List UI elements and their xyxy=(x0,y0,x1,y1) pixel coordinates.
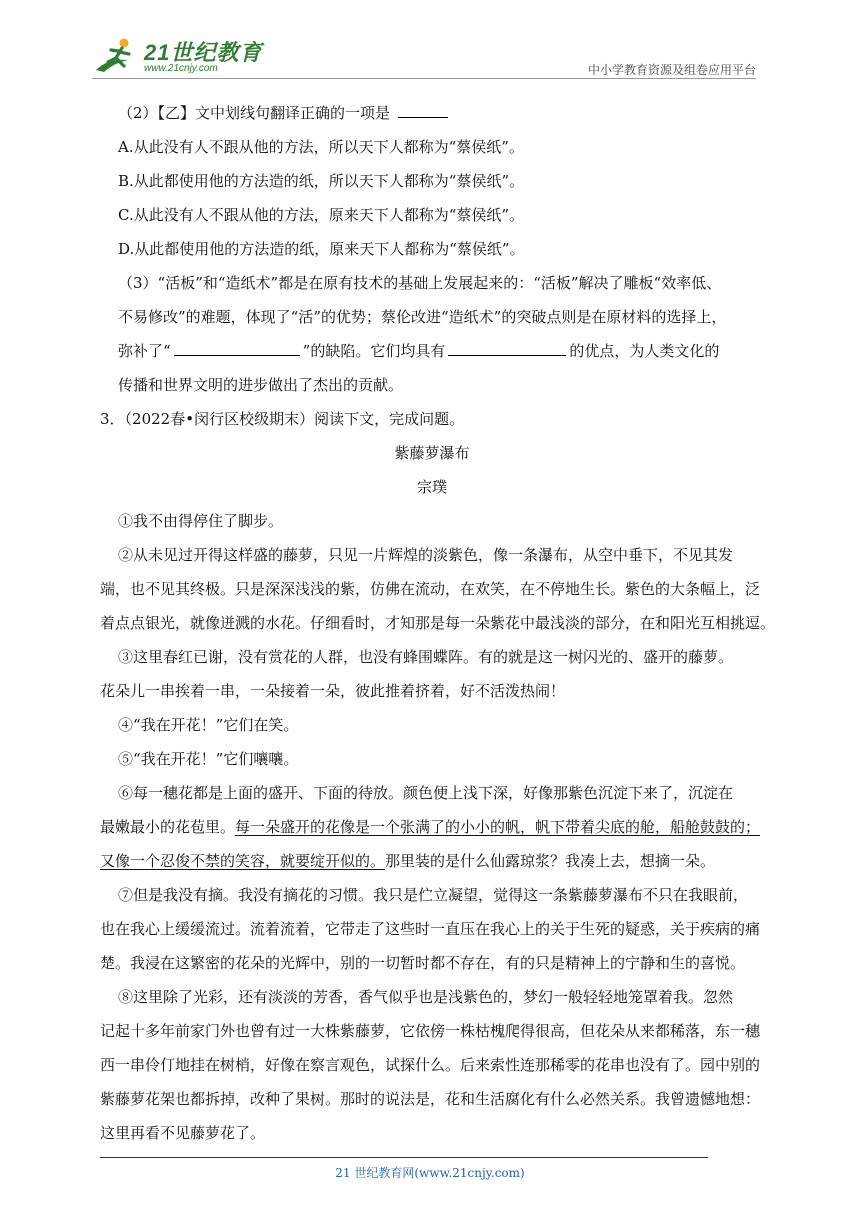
paragraph-7: ⑦但是我没有摘。我没有摘花的习惯。我只是伫立凝望，觉得这一条紫藤萝瀑布不只在我眼前， xyxy=(118,886,749,904)
paragraph-8: 紫藤萝花架也都拆掉，改种了果树。那时的说法是，花和生活腐化有什么必然关系。我曾遗憾地想： xyxy=(100,1090,761,1108)
paragraph-text: 那里装的是什么仙露琼浆？我凑上去，想摘一朵。 xyxy=(385,852,716,870)
paragraph-6: ⑥每一穗花都是上面的盛开、下面的待放。颜色便上浅下深，好像那紫色沉淀下来了，沉淀在 xyxy=(118,784,734,802)
answer-blank[interactable] xyxy=(398,99,448,118)
document-body xyxy=(100,96,776,1150)
option-a: A.从此没有人不跟从他的方法，所以天下人都称为“蔡侯纸”。 xyxy=(118,138,524,156)
logo-text: 21世纪教育 xyxy=(144,40,263,65)
q2-stem xyxy=(100,96,764,130)
option-c: C.从此没有人不跟从他的方法，原来天下人都称为“蔡侯纸”。 xyxy=(118,206,525,224)
q3-line-1: （3）“活板”和“造纸术”都是在原有技术的基础上发展起来的：“活板”解决了雕板“效率低、 xyxy=(118,274,722,292)
paragraph-7: 也在我心上缓缓流过。流着流着，它带走了这些时一直压在我心上的关于生死的疑惑，关于疾病的痛 xyxy=(100,920,761,938)
answer-blank[interactable] xyxy=(174,337,300,356)
question-3-intro: 3．（2022春•闵行区校级期末）阅读下文，完成问题。 xyxy=(100,410,465,428)
passage-title: 紫藤萝瀑布 xyxy=(394,444,470,462)
q3-text: 的优点，为人类文化的 xyxy=(569,342,720,360)
paragraph-5: ⑤“我在开花！”它们嚷嚷。 xyxy=(118,750,299,768)
q3-text: 弥补了“ xyxy=(118,342,171,360)
header-tagline: 中小学教育资源及组卷应用平台 xyxy=(587,63,756,77)
underlined-sentence: 每一朵盛开的花像是一个张满了的小小的帆，帆下带着尖底的舱，船舱鼓鼓的； xyxy=(235,818,761,836)
q2-stem-text: （2）【乙】文中划线句翻译正确的一项是 xyxy=(118,104,391,122)
paragraph-3: ③这里春红已谢，没有赏花的人群，也没有蜂围蝶阵。有的就是这一树闪光的、盛开的藤萝。 xyxy=(118,648,734,666)
paragraph-3: 花朵儿一串挨着一串，一朵接着一朵，彼此推着挤着，好不活泼热闹！ xyxy=(100,682,566,700)
logo-url: www.21cnjy.com xyxy=(144,63,218,74)
footer-link[interactable]: 21 世纪教育网(www.21cnjy.com) xyxy=(335,1166,525,1180)
underlined-sentence: 又像一个忍俊不禁的笑容，就要绽开似的。 xyxy=(100,852,386,870)
paragraph-6 xyxy=(100,810,764,844)
q3-line-4: 传播和世界文明的进步做出了杰出的贡献。 xyxy=(118,376,404,394)
answer-blank[interactable] xyxy=(448,337,566,356)
q3-line-2: 不易修改”的难题，体现了“活”的优势；蔡伦改进“造纸术”的突破点则是在原材料的选择上， xyxy=(118,308,727,326)
logo xyxy=(92,34,292,80)
paragraph-2: 着点点银光，就像迸溅的水花。仔细看时，才知那是每一朵紫花中最浅淡的部分，在和阳光互相挑逗。 xyxy=(100,614,776,632)
option-b: B.从此都使用他的方法造的纸，所以天下人都称为“蔡侯纸”。 xyxy=(118,172,525,190)
paragraph-8: ⑧这里除了光彩，还有淡淡的芳香，香气似乎也是浅紫色的，梦幻一般轻轻地笼罩着我。忽然 xyxy=(118,988,734,1006)
paragraph-4: ④“我在开花！”它们在笑。 xyxy=(118,716,299,734)
option-d: D.从此都使用他的方法造的纸，原来天下人都称为“蔡侯纸”。 xyxy=(118,240,525,258)
footer-divider xyxy=(100,1157,708,1158)
paragraph-8: 记起十多年前家门外也曾有过一大株紫藤萝，它依傍一株枯槐爬得很高，但花朵从来都稀落，东一穗 xyxy=(100,1022,761,1040)
runner-logo-icon xyxy=(94,36,140,76)
q3-line-3 xyxy=(100,334,764,368)
q3-text: ”的缺陷。它们均具有 xyxy=(302,342,446,360)
paragraph-2: ②从未见过开得这样盛的藤萝，只见一片辉煌的淡紫色，像一条瀑布，从空中垂下，不见其发 xyxy=(118,546,734,564)
paragraph-6 xyxy=(100,844,764,878)
paragraph-1: ①我不由得停住了脚步。 xyxy=(118,512,284,530)
paragraph-2: 端，也不见其终极。只是深深浅浅的紫，仿佛在流动，在欢笑，在不停地生长。紫色的大条幅上，泛 xyxy=(100,580,761,598)
paragraph-7: 楚。我浸在这繁密的花朵的光辉中，别的一切暂时都不存在，有的只是精神上的宁静和生的喜悦。 xyxy=(100,954,746,972)
paragraph-8: 这里再看不见藤萝花了。 xyxy=(100,1124,266,1142)
passage-author: 宗璞 xyxy=(416,478,447,496)
page-header xyxy=(92,34,756,80)
header-divider xyxy=(92,78,756,79)
paragraph-8: 西一串伶仃地挂在树梢，好像在察言观色，试探什么。后来索性连那稀零的花串也没有了。园中别的 xyxy=(100,1056,761,1074)
paragraph-text: 最嫩最小的花苞里。 xyxy=(100,818,236,836)
